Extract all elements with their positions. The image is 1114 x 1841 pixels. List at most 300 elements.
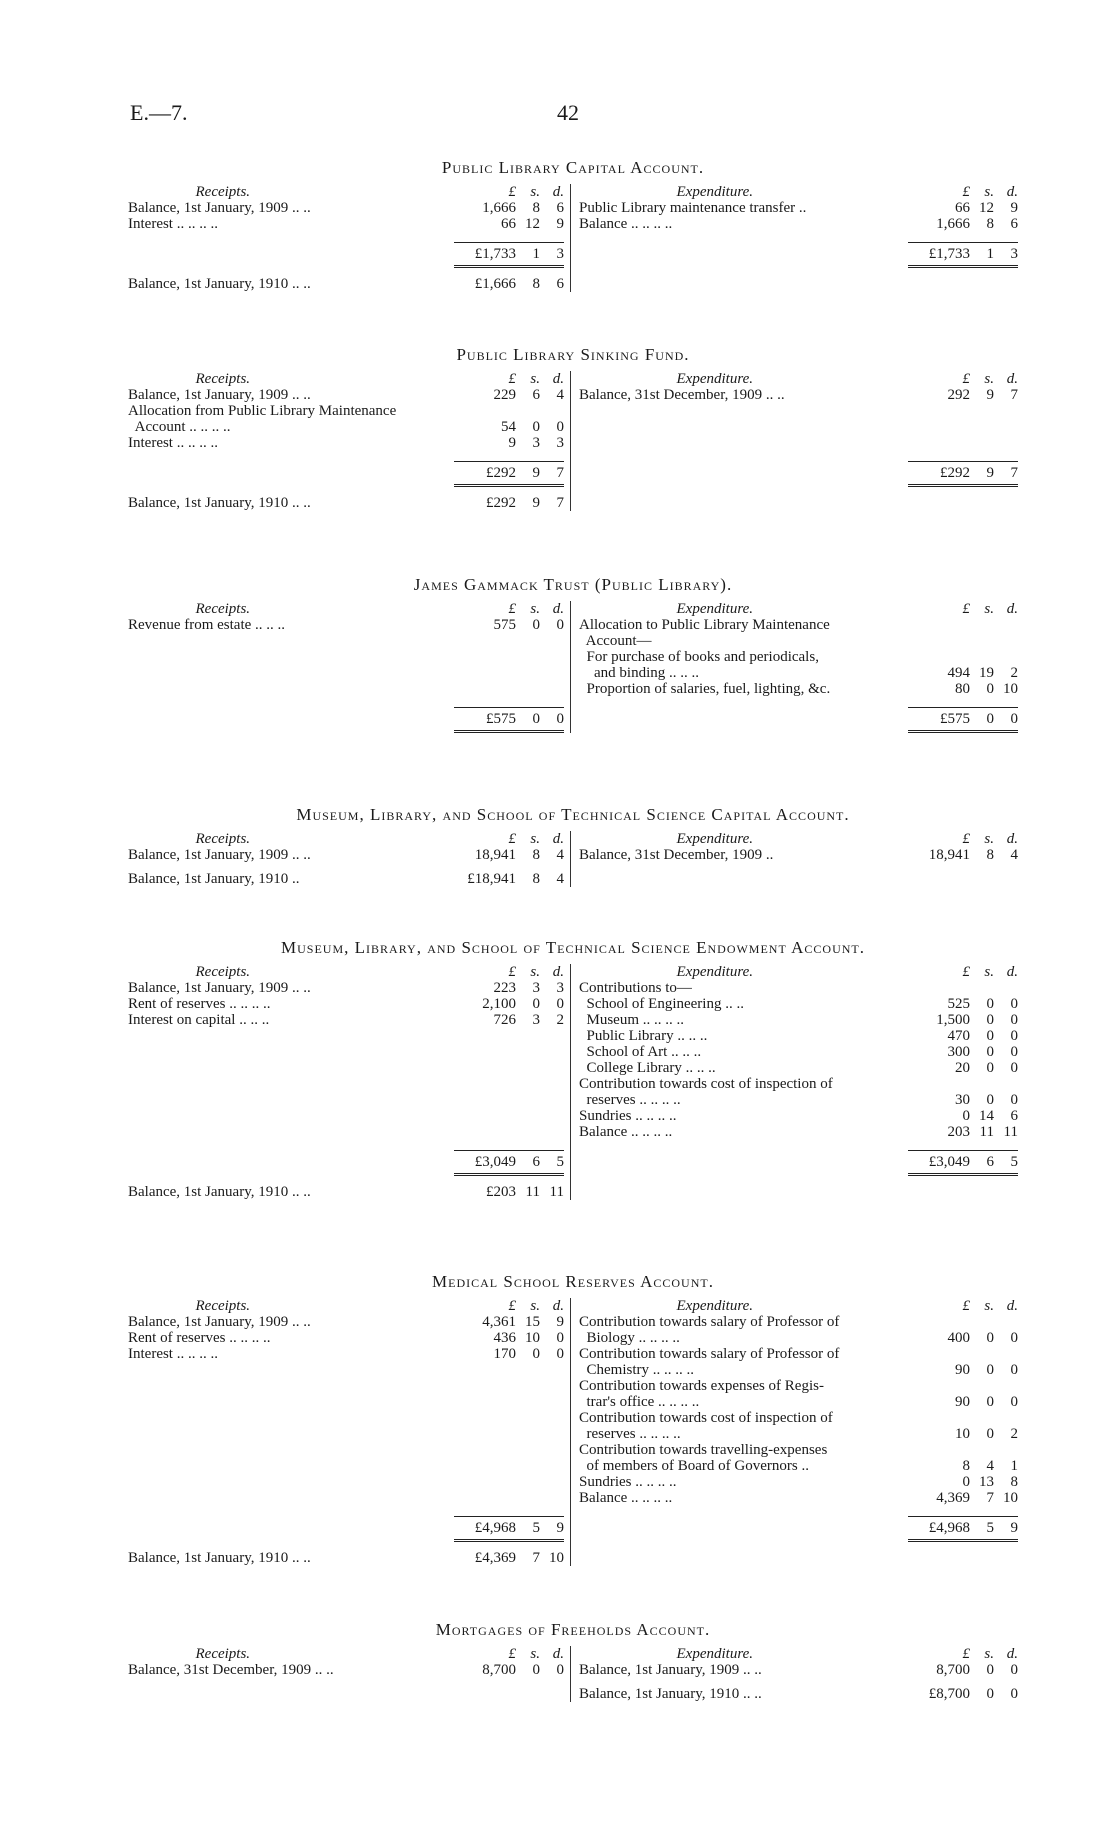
line-label: Interest .. .. .. .. xyxy=(128,1346,218,1362)
line-label: Allocation to Public Library Maintenance xyxy=(579,617,830,633)
pence-value xyxy=(994,1410,1018,1426)
amount xyxy=(454,617,564,633)
total-spacer xyxy=(579,1516,908,1542)
receipts-heading-label: Receipts. xyxy=(128,831,251,847)
line-label: Account .. .. .. .. xyxy=(128,419,231,435)
pounds-value: 170 xyxy=(493,1346,516,1362)
pounds-value: 4,369 xyxy=(936,1490,970,1506)
pence-value: 0 xyxy=(1010,996,1018,1012)
expenditure-line xyxy=(579,1314,1018,1330)
spacer xyxy=(128,1506,564,1516)
pence-value: 5 xyxy=(1010,1154,1018,1170)
pence-value xyxy=(994,1076,1018,1092)
amount xyxy=(908,216,1018,232)
pounds-value: £4,369 xyxy=(474,1550,516,1566)
blank-line xyxy=(128,1108,564,1124)
blank-line xyxy=(128,1044,564,1060)
expenditure-line xyxy=(579,681,1018,697)
spacer xyxy=(579,1506,1018,1516)
line-label: Balance, 1st January, 1909 .. .. xyxy=(128,1314,311,1330)
receipts-heading-label: Receipts. xyxy=(128,371,251,387)
total-spacer xyxy=(128,242,454,268)
pounds-value: 436 xyxy=(493,1330,516,1346)
pence-value xyxy=(994,649,1018,665)
shillings-value: s. xyxy=(984,184,994,200)
pence-value: 2 xyxy=(1010,1426,1018,1442)
pence-value: 0 xyxy=(556,711,564,727)
pence-value: 0 xyxy=(1010,1060,1018,1076)
line-label: Rent of reserves .. .. .. .. xyxy=(128,996,271,1012)
receipts-total xyxy=(128,461,564,487)
expenditure-column xyxy=(571,184,1018,292)
amount xyxy=(908,831,1018,847)
shillings-value xyxy=(970,1076,994,1092)
line-label: Balance, 1st January, 1910 .. .. xyxy=(128,1550,311,1566)
blank-line xyxy=(128,649,564,665)
pence-value: d. xyxy=(552,371,564,387)
pounds-value: 54 xyxy=(501,419,516,435)
pounds-value xyxy=(912,1346,970,1362)
shillings-value xyxy=(970,649,994,665)
amount xyxy=(454,200,564,216)
pounds-value: 292 xyxy=(947,387,970,403)
amount xyxy=(908,1394,1018,1410)
shillings-value: 0 xyxy=(532,996,540,1012)
amount xyxy=(908,371,1018,387)
receipt-line xyxy=(128,996,564,1012)
expenditure-heading-label: Expenditure. xyxy=(579,1298,754,1314)
amount xyxy=(454,871,564,887)
receipts-total xyxy=(128,707,564,733)
pence-value: 5 xyxy=(556,1154,564,1170)
expenditure-column xyxy=(571,1646,1018,1702)
pounds-value: £ xyxy=(508,831,516,847)
receipts-column xyxy=(128,831,571,887)
account-columns xyxy=(128,601,1018,733)
receipts-column-heading xyxy=(128,601,564,617)
blank-line xyxy=(579,403,1018,419)
blank-line xyxy=(128,1092,564,1108)
pounds-value: 300 xyxy=(947,1044,970,1060)
shillings-value: 10 xyxy=(525,1330,540,1346)
shillings-value: 6 xyxy=(986,1154,994,1170)
pounds-value: 1,666 xyxy=(936,216,970,232)
pence-value xyxy=(540,403,564,419)
receipt-line xyxy=(128,435,564,451)
expenditure-column xyxy=(571,1298,1018,1566)
line-label: Balance, 1st January, 1909 .. .. xyxy=(128,847,311,863)
line-label: Interest .. .. .. .. xyxy=(128,216,218,232)
receipts-column xyxy=(128,1298,571,1566)
amount xyxy=(454,964,564,980)
expenditure-line xyxy=(579,1092,1018,1108)
pence-value: d. xyxy=(1006,184,1018,200)
shillings-value: s. xyxy=(530,371,540,387)
shillings-value: 0 xyxy=(986,1686,994,1702)
shillings-value: 12 xyxy=(525,216,540,232)
amount xyxy=(908,1378,1018,1394)
blank-line xyxy=(128,1474,564,1490)
expenditure-line xyxy=(579,1394,1018,1410)
amount xyxy=(454,1330,564,1346)
receipt-line xyxy=(128,1330,564,1346)
expenditure-line xyxy=(579,1044,1018,1060)
shillings-value: 8 xyxy=(986,847,994,863)
account-section xyxy=(128,575,1018,733)
receipts-column xyxy=(128,184,571,292)
receipt-line xyxy=(128,216,564,232)
receipt-line xyxy=(128,387,564,403)
pence-value: 0 xyxy=(1010,1362,1018,1378)
pence-value: 0 xyxy=(556,617,564,633)
pence-value: 0 xyxy=(1010,1092,1018,1108)
pounds-value: 90 xyxy=(955,1362,970,1378)
shillings-value xyxy=(970,1410,994,1426)
amount xyxy=(908,1426,1018,1442)
expenditure-line xyxy=(579,633,1018,649)
shillings-value: 0 xyxy=(986,1044,994,1060)
pence-value: 9 xyxy=(556,1314,564,1330)
line-label: Proportion of salaries, fuel, lighting, &c. xyxy=(579,681,831,697)
shillings-value: 8 xyxy=(986,216,994,232)
pence-value: 4 xyxy=(556,847,564,863)
pounds-value: 20 xyxy=(955,1060,970,1076)
pence-value xyxy=(994,617,1018,633)
shillings-value: 0 xyxy=(532,711,540,727)
spacer xyxy=(579,1140,1018,1150)
pence-value: 7 xyxy=(1010,387,1018,403)
pounds-value: 4,361 xyxy=(482,1314,516,1330)
receipt-line xyxy=(128,980,564,996)
pence-value: 6 xyxy=(556,200,564,216)
line-label: of members of Board of Governors .. xyxy=(579,1458,809,1474)
shillings-value: s. xyxy=(530,1298,540,1314)
shillings-value: 0 xyxy=(986,1662,994,1678)
account-columns xyxy=(128,184,1018,292)
pence-value: 10 xyxy=(549,1550,564,1566)
pence-value: d. xyxy=(1006,1646,1018,1662)
expenditure-heading-label: Expenditure. xyxy=(579,371,754,387)
amount xyxy=(908,1346,1018,1362)
line-label: Contribution towards salary of Professor of xyxy=(579,1346,840,1362)
pounds-value: £8,700 xyxy=(928,1686,970,1702)
line-label: Public Library maintenance transfer .. xyxy=(579,200,807,216)
pounds-value xyxy=(458,403,516,419)
total-spacer xyxy=(128,1150,454,1176)
shillings-value: 0 xyxy=(986,1394,994,1410)
amount xyxy=(454,387,564,403)
shillings-value: 0 xyxy=(986,1330,994,1346)
shillings-value: 0 xyxy=(986,1028,994,1044)
pence-value: 0 xyxy=(1010,1330,1018,1346)
amount xyxy=(454,980,564,996)
account-title: Museum, Library, and School of Technical Science Capital Account. xyxy=(296,805,850,824)
pounds-value: £4,968 xyxy=(928,1520,970,1536)
pounds-value: 0 xyxy=(962,1108,970,1124)
expenditure-column-heading xyxy=(579,964,1018,980)
pounds-value: £292 xyxy=(486,495,516,511)
total-spacer xyxy=(579,707,908,733)
closing-balance xyxy=(128,495,564,511)
amount xyxy=(454,184,564,200)
pence-value: 2 xyxy=(556,1012,564,1028)
shillings-value: 0 xyxy=(532,1346,540,1362)
expenditure-line xyxy=(579,200,1018,216)
line-label: Account— xyxy=(579,633,652,649)
line-label: Chemistry .. .. .. .. xyxy=(579,1362,694,1378)
amount xyxy=(454,216,564,232)
receipts-total xyxy=(128,1150,564,1176)
pence-value: 9 xyxy=(556,216,564,232)
shillings-value: 8 xyxy=(532,200,540,216)
line-label: Balance, 1st January, 1909 .. .. xyxy=(128,387,311,403)
pounds-value xyxy=(912,1378,970,1394)
expenditure-line xyxy=(579,1474,1018,1490)
pence-value: 0 xyxy=(556,1330,564,1346)
shillings-value: 7 xyxy=(986,1490,994,1506)
line-label: Sundries .. .. .. .. xyxy=(579,1474,677,1490)
expenditure-line xyxy=(579,1458,1018,1474)
line-label: College Library .. .. .. xyxy=(579,1060,716,1076)
pence-value xyxy=(994,633,1018,649)
pounds-value: £292 xyxy=(486,465,516,481)
line-label: Balance, 1st January, 1910 .. xyxy=(128,871,300,887)
expenditure-column-heading xyxy=(579,1298,1018,1314)
receipt-line xyxy=(128,617,564,633)
blank-line xyxy=(128,665,564,681)
shillings-value: s. xyxy=(984,371,994,387)
line-label: Contribution towards cost of inspection of xyxy=(579,1410,833,1426)
pounds-value: £3,049 xyxy=(928,1154,970,1170)
receipt-line xyxy=(128,847,564,863)
account-section xyxy=(128,158,1018,292)
line-label: Balance, 1st January, 1910 .. .. xyxy=(128,276,311,292)
shillings-value: 9 xyxy=(986,465,994,481)
line-label: Balance, 1st January, 1910 .. .. xyxy=(128,1184,311,1200)
shillings-value: 0 xyxy=(532,1662,540,1678)
pence-value: 4 xyxy=(556,387,564,403)
amount xyxy=(454,419,564,435)
receipt-line xyxy=(128,1662,564,1678)
pounds-value: 0 xyxy=(962,1474,970,1490)
pence-value: d. xyxy=(552,184,564,200)
shillings-value: 11 xyxy=(525,1184,540,1200)
expenditure-total xyxy=(579,707,1018,733)
shillings-value: 4 xyxy=(986,1458,994,1474)
amount xyxy=(454,276,564,292)
receipts-column xyxy=(128,964,571,1200)
pence-value: 6 xyxy=(556,276,564,292)
expenditure-total xyxy=(579,1150,1018,1176)
shillings-value: 15 xyxy=(525,1314,540,1330)
receipt-line xyxy=(128,200,564,216)
shillings-value xyxy=(970,980,994,996)
blank-line xyxy=(579,435,1018,451)
pence-value: 0 xyxy=(556,1662,564,1678)
amount xyxy=(454,1646,564,1662)
pence-value: d. xyxy=(552,1646,564,1662)
amount xyxy=(454,1550,564,1566)
amount xyxy=(908,649,1018,665)
amount xyxy=(454,1346,564,1362)
receipts-column-heading xyxy=(128,831,564,847)
expenditure-line xyxy=(579,1076,1018,1092)
pounds-value xyxy=(912,649,970,665)
pence-value: 3 xyxy=(556,980,564,996)
shillings-value: 0 xyxy=(986,711,994,727)
receipts-heading-label: Receipts. xyxy=(128,1298,251,1314)
expenditure-column xyxy=(571,601,1018,733)
line-label: Public Library .. .. .. xyxy=(579,1028,708,1044)
pence-value: 10 xyxy=(1003,681,1018,697)
pounds-value: £ xyxy=(962,601,970,617)
receipts-column xyxy=(128,1646,571,1702)
pence-value: 0 xyxy=(1010,1044,1018,1060)
amount xyxy=(454,461,564,487)
blank-line xyxy=(128,681,564,697)
line-label: Contribution towards travelling-expenses xyxy=(579,1442,828,1458)
expenditure-line xyxy=(579,1012,1018,1028)
line-label: reserves .. .. .. .. xyxy=(579,1426,681,1442)
account-section xyxy=(128,805,1018,887)
receipts-total xyxy=(128,1516,564,1542)
pounds-value: £ xyxy=(962,184,970,200)
pounds-value xyxy=(912,1442,970,1458)
pence-value: 3 xyxy=(556,246,564,262)
receipt-line xyxy=(128,1012,564,1028)
line-label: School of Art .. .. .. xyxy=(579,1044,702,1060)
amount xyxy=(454,435,564,451)
amount xyxy=(908,200,1018,216)
amount xyxy=(908,1298,1018,1314)
account-columns xyxy=(128,831,1018,887)
expenditure-heading-label: Expenditure. xyxy=(579,184,754,200)
expenditure-heading-label: Expenditure. xyxy=(579,601,754,617)
line-label: Balance, 31st December, 1909 .. xyxy=(579,847,774,863)
amount xyxy=(908,1028,1018,1044)
line-label: Balance, 31st December, 1909 .. .. xyxy=(128,1662,334,1678)
shillings-value: 0 xyxy=(532,617,540,633)
pounds-value: £575 xyxy=(940,711,970,727)
pounds-value: £ xyxy=(962,371,970,387)
line-label: and binding .. .. .. xyxy=(579,665,699,681)
pence-value: 3 xyxy=(1010,246,1018,262)
expenditure-line xyxy=(579,1662,1018,1678)
account-columns xyxy=(128,371,1018,511)
shillings-value: 8 xyxy=(532,847,540,863)
amount xyxy=(908,1044,1018,1060)
amount xyxy=(908,1092,1018,1108)
receipts-column xyxy=(128,601,571,733)
spacer xyxy=(128,1140,564,1150)
receipts-heading-label: Receipts. xyxy=(128,601,251,617)
amount xyxy=(908,996,1018,1012)
line-label: Rent of reserves .. .. .. .. xyxy=(128,1330,271,1346)
pounds-value: £3,049 xyxy=(474,1154,516,1170)
shillings-value: 0 xyxy=(986,1060,994,1076)
pounds-value: £ xyxy=(508,1646,516,1662)
pounds-value: £ xyxy=(508,964,516,980)
pounds-value: £575 xyxy=(486,711,516,727)
pence-value: 6 xyxy=(1010,216,1018,232)
shillings-value: s. xyxy=(530,964,540,980)
pounds-value: 30 xyxy=(955,1092,970,1108)
receipts-column-heading xyxy=(128,184,564,200)
line-label: Balance .. .. .. .. xyxy=(579,216,673,232)
expenditure-line xyxy=(579,665,1018,681)
pence-value: 9 xyxy=(1010,1520,1018,1536)
pounds-value: £1,666 xyxy=(474,276,516,292)
shillings-value: s. xyxy=(530,601,540,617)
amount xyxy=(454,1298,564,1314)
pence-value: d. xyxy=(552,601,564,617)
pence-value: 11 xyxy=(1003,1124,1018,1140)
pence-value: 0 xyxy=(1010,1394,1018,1410)
expenditure-total xyxy=(579,242,1018,268)
expenditure-line xyxy=(579,1124,1018,1140)
line-label: Balance .. .. .. .. xyxy=(579,1124,673,1140)
blank-line xyxy=(128,1490,564,1506)
pounds-value: 525 xyxy=(947,996,970,1012)
expenditure-line xyxy=(579,1490,1018,1506)
shillings-value xyxy=(970,1378,994,1394)
pounds-value: £ xyxy=(962,831,970,847)
pounds-value xyxy=(912,617,970,633)
amount xyxy=(454,242,564,268)
pounds-value: 66 xyxy=(955,200,970,216)
pounds-value: £18,941 xyxy=(467,871,516,887)
pence-value: 9 xyxy=(556,1520,564,1536)
expenditure-column-heading xyxy=(579,184,1018,200)
total-spacer xyxy=(579,242,908,268)
receipts-column xyxy=(128,371,571,511)
amount xyxy=(908,1646,1018,1662)
expenditure-line xyxy=(579,216,1018,232)
shillings-value: 6 xyxy=(532,387,540,403)
amount xyxy=(454,601,564,617)
pence-value: 0 xyxy=(556,419,564,435)
amount xyxy=(908,1490,1018,1506)
shillings-value: 3 xyxy=(532,980,540,996)
amount xyxy=(454,847,564,863)
receipts-column-heading xyxy=(128,1298,564,1314)
amount xyxy=(454,1516,564,1542)
shillings-value: s. xyxy=(984,964,994,980)
expenditure-total xyxy=(579,461,1018,487)
amount xyxy=(908,665,1018,681)
pounds-value: 494 xyxy=(947,665,970,681)
shillings-value: 0 xyxy=(986,1092,994,1108)
line-label: Revenue from estate .. .. .. xyxy=(128,617,286,633)
expenditure-line xyxy=(579,1346,1018,1362)
expenditure-column-heading xyxy=(579,601,1018,617)
account-title: Mortgages of Freeholds Account. xyxy=(435,1620,711,1639)
pence-value: 7 xyxy=(556,495,564,511)
shillings-value: s. xyxy=(530,831,540,847)
line-label: Balance, 1st January, 1909 .. .. xyxy=(128,200,311,216)
amount xyxy=(454,495,564,511)
blank-line xyxy=(128,1458,564,1474)
amount xyxy=(908,1410,1018,1426)
shillings-value: s. xyxy=(984,1646,994,1662)
account-section xyxy=(128,345,1018,511)
amount xyxy=(908,1124,1018,1140)
pounds-value: 203 xyxy=(947,1124,970,1140)
expenditure-line xyxy=(579,1028,1018,1044)
shillings-value: 13 xyxy=(979,1474,994,1490)
pounds-value: 90 xyxy=(955,1394,970,1410)
shillings-value: 5 xyxy=(986,1520,994,1536)
